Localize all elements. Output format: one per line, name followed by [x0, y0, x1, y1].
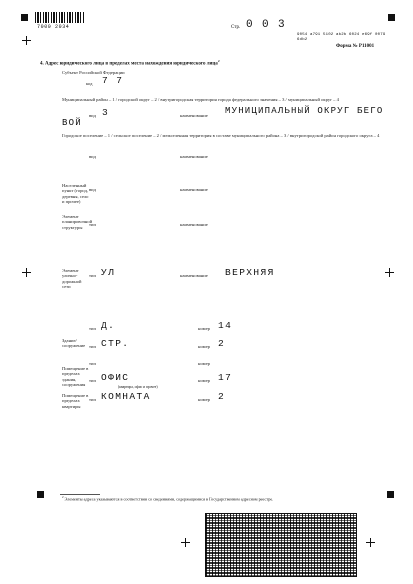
- subject-code-label: код: [86, 81, 93, 86]
- footnote-ref: 2: [217, 59, 220, 63]
- corner-mark-top-right: [388, 14, 395, 21]
- municipal-name-label: наименование: [180, 113, 208, 118]
- page-label: Стр.: [231, 25, 241, 30]
- premises-tip-label: тип: [89, 378, 96, 383]
- building-row-2-num-field[interactable]: 2: [218, 338, 226, 349]
- footnote: [62, 495, 382, 501]
- form-code-hash: 9054 a791 5102 ab2b 6024 e69f 0079 6db2: [297, 33, 386, 42]
- crosshair-mark-bottom-right: [366, 538, 375, 547]
- municipal-label: Муниципальный район – 1 / городской округ – 2 / внутригородская территория города федерального значения – 3 / муниципальный округ – 4: [62, 97, 339, 102]
- crosshair-mark-mid-right: [385, 268, 394, 277]
- footnote-number: 2: [62, 495, 64, 499]
- apartment-room-tip-label: тип: [89, 397, 96, 402]
- locality-name-label: наименование: [180, 187, 208, 192]
- corner-mark-top-left: [21, 14, 28, 21]
- building-label: Здание/ сооружение: [62, 338, 86, 349]
- crosshair-mark-top-left: [22, 36, 31, 45]
- apartment-room-num-field[interactable]: 2: [218, 391, 226, 402]
- apartment-room-label: Помещение в пределах квартиры: [62, 393, 89, 409]
- street-tip-field[interactable]: УЛ: [101, 267, 116, 278]
- section-title: 4. Адрес юридического лица в пределах места нахождения юридического лица$^2$: [40, 59, 220, 67]
- settlement-label: Городское поселение – 1 / сельское поселение – 2 / межселенная территория в составе муниципального района – 3 / внутригородской район городского округа – 4: [62, 133, 380, 138]
- footnote-text: Элементы адреса указываются в соответствии со сведениями, содержащимися в Государственном адресном реестре.: [64, 496, 274, 502]
- street-tip-label: тип: [89, 273, 96, 278]
- building-row-3-num-label: номер: [198, 361, 210, 366]
- municipal-vid-label: вид: [89, 113, 96, 118]
- building-row-1-num-label: номер: [198, 326, 210, 331]
- form-label: Форма № Р11001: [336, 44, 375, 49]
- bottom-2d-barcode: [205, 513, 357, 577]
- locality-vid-label: вид: [89, 187, 96, 192]
- top-barcode: [35, 12, 85, 23]
- corner-mark-bottom-right: [387, 491, 394, 498]
- building-row-1-tip-label: тип: [89, 326, 96, 331]
- building-row-3-tip-label: тип: [89, 361, 96, 366]
- corner-mark-bottom-left: [37, 491, 44, 498]
- building-row-2-tip-label: тип: [89, 344, 96, 349]
- municipal-name-field-line1[interactable]: МУНИЦИПАЛЬНЫЙ ОКРУГ БЕГО: [225, 106, 384, 116]
- premises-hint: (квартира, офис и прочее): [118, 385, 158, 389]
- premises-num-label: номер: [198, 378, 210, 383]
- street-name-label: наименование: [180, 273, 208, 278]
- premises-num-field[interactable]: 17: [218, 372, 233, 383]
- page-number: 0 0 3: [246, 19, 287, 31]
- building-row-2-num-label: номер: [198, 344, 210, 349]
- subject-label: Субъект Российской Федерации: [62, 70, 125, 75]
- locality-label: Населенный пункт (город, деревня, село и прочее): [62, 183, 89, 205]
- settlement-vid-label: вид: [89, 154, 96, 159]
- barcode-number: 7000 2034: [37, 24, 70, 30]
- street-name-field[interactable]: ВЕРХНЯЯ: [225, 267, 275, 278]
- subject-code-field[interactable]: 7 7: [102, 75, 124, 86]
- building-row-1-num-field[interactable]: 14: [218, 320, 233, 331]
- crosshair-mark-bottom-left: [181, 538, 190, 547]
- municipal-vid-field[interactable]: 3: [102, 107, 110, 118]
- premises-tip-field[interactable]: ОФИС: [101, 372, 130, 383]
- municipal-name-field-line2[interactable]: ВОЙ: [62, 118, 82, 128]
- planning-tip-label: тип: [89, 222, 96, 227]
- premises-label: Помещение в пределах здания, сооружения: [62, 366, 89, 388]
- planning-name-label: наименование: [180, 222, 208, 227]
- apartment-room-num-label: номер: [198, 397, 210, 402]
- building-row-1-tip-field[interactable]: Д.: [101, 320, 116, 331]
- settlement-name-label: наименование: [180, 154, 208, 159]
- planning-label: Элемент планировочной структуры: [62, 214, 93, 230]
- street-label: Элемент улично-дорожной сети: [62, 268, 82, 290]
- crosshair-mark-mid-left: [22, 268, 31, 277]
- apartment-room-tip-field[interactable]: КОМНАТА: [101, 391, 151, 402]
- building-row-2-tip-field[interactable]: СТР.: [101, 338, 130, 349]
